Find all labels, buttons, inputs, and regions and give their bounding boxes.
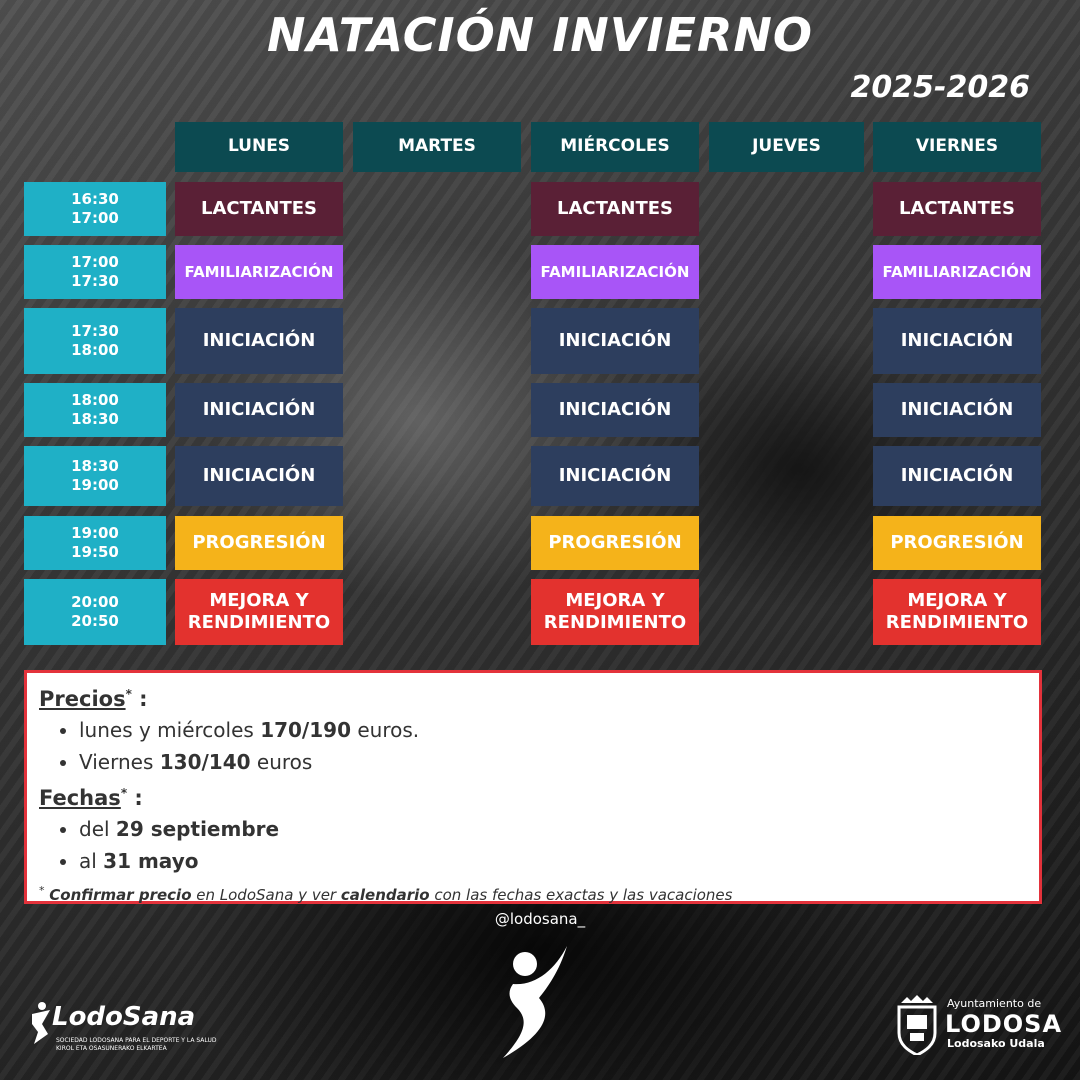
center-runner-logo	[495, 942, 575, 1062]
runner-icon	[28, 1000, 52, 1046]
date-text: al	[79, 849, 104, 873]
class-mejora-line2: RENDIMIENTO	[187, 612, 331, 633]
time-start: 18:00	[71, 391, 119, 410]
info-box	[24, 670, 1042, 904]
list-item	[79, 746, 1027, 778]
ayuntamiento-top: Ayuntamiento de	[947, 997, 1042, 1010]
time-start: 17:30	[71, 322, 119, 341]
time-slot	[24, 516, 166, 570]
time-end: 20:50	[71, 612, 119, 630]
time-end: 19:50	[71, 543, 119, 561]
class-iniciacion-viernes-2: INICIACIÓN	[873, 383, 1041, 437]
page-title: NATACIÓN INVIERNO	[267, 8, 813, 62]
time-end: 19:00	[71, 476, 119, 494]
price-value: 170/190	[260, 718, 351, 742]
colon: :	[139, 687, 148, 711]
time-start: 19:00	[71, 524, 119, 543]
class-lactantes-viernes: LACTANTES	[873, 182, 1041, 236]
day-header-miercoles: MIÉRCOLES	[531, 122, 699, 172]
time-slot	[24, 182, 166, 236]
class-iniciacion-viernes-1: INICIACIÓN	[873, 308, 1041, 374]
price-text: Viernes	[79, 750, 160, 774]
lodosana-logo-sub1: SOCIEDAD LODOSANA PARA EL DEPORTE Y LA SALUD	[56, 1037, 217, 1044]
class-mejora-line1: MEJORA Y	[565, 589, 665, 611]
coat-of-arms-icon	[895, 995, 939, 1055]
time-end: 18:30	[71, 410, 119, 428]
price-unit: euros	[250, 750, 313, 774]
social-handle[interactable]: @lodosana_	[494, 910, 586, 928]
class-progresion-lunes: PROGRESIÓN	[175, 516, 343, 570]
class-lactantes-miercoles: LACTANTES	[531, 182, 699, 236]
price-value: 130/140	[159, 750, 251, 774]
class-mejora-line1: MEJORA Y	[907, 589, 1007, 611]
footnote-bold: Confirmar precio	[49, 886, 192, 904]
list-item	[79, 714, 1027, 746]
asterisk: *	[125, 687, 132, 701]
class-mejora-lunes	[175, 579, 343, 645]
asterisk: *	[39, 884, 45, 897]
class-progresion-miercoles: PROGRESIÓN	[531, 516, 699, 570]
class-lactantes-lunes: LACTANTES	[175, 182, 343, 236]
time-slot	[24, 308, 166, 374]
day-header-lunes: LUNES	[175, 122, 343, 172]
lodosana-logo	[28, 1000, 217, 1060]
time-slot	[24, 579, 166, 645]
class-mejora-line1: MEJORA Y	[209, 589, 309, 611]
class-iniciacion-viernes-3: INICIACIÓN	[873, 446, 1041, 506]
prices-heading	[39, 679, 1027, 714]
price-unit: euros.	[351, 718, 420, 742]
class-iniciacion-lunes-1: INICIACIÓN	[175, 308, 343, 374]
time-slot	[24, 245, 166, 299]
prices-list	[39, 714, 1027, 778]
class-mejora-line2: RENDIMIENTO	[543, 612, 687, 633]
class-progresion-viernes: PROGRESIÓN	[873, 516, 1041, 570]
class-iniciacion-lunes-2: INICIACIÓN	[175, 383, 343, 437]
time-end: 17:00	[71, 209, 119, 227]
footnote	[39, 877, 1027, 909]
time-start: 16:30	[71, 190, 119, 209]
time-slot	[24, 383, 166, 437]
footnote-bold: calendario	[340, 886, 430, 904]
class-iniciacion-miercoles-3: INICIACIÓN	[531, 446, 699, 506]
class-iniciacion-miercoles-1: INICIACIÓN	[531, 308, 699, 374]
ayuntamiento-name: LODOSA	[945, 1010, 1063, 1038]
class-familiarizacion-viernes: FAMILIARIZACIÓN	[873, 245, 1041, 299]
class-mejora-viernes	[873, 579, 1041, 645]
dates-heading-label: Fechas	[39, 786, 121, 810]
date-value: 29 septiembre	[115, 817, 280, 841]
lodosana-logo-name: LodoSana	[52, 1002, 196, 1032]
colon: :	[134, 786, 143, 810]
date-value: 31 mayo	[103, 849, 199, 873]
class-mejora-line2: RENDIMIENTO	[885, 612, 1029, 633]
time-end: 17:30	[71, 272, 119, 290]
class-familiarizacion-miercoles: FAMILIARIZACIÓN	[531, 245, 699, 299]
asterisk: *	[120, 786, 128, 800]
ayuntamiento-bottom: Lodosako Udala	[947, 1037, 1045, 1050]
footnote-text: con las fechas exactas y las vacaciones	[429, 886, 733, 904]
class-mejora-miercoles	[531, 579, 699, 645]
time-start: 20:00	[71, 593, 119, 612]
ayuntamiento-logo	[895, 995, 1063, 1055]
lodosana-logo-subtitle	[56, 1037, 226, 1053]
day-header-jueves: JUEVES	[709, 122, 864, 172]
lodosana-logo-sub2: KIROL ETA OSASUNERAKO ELKARTEA	[56, 1045, 167, 1052]
list-item	[79, 813, 1027, 845]
season-label: 2025-2026	[850, 70, 1030, 105]
time-start: 17:00	[71, 253, 119, 272]
class-familiarizacion-lunes: FAMILIARIZACIÓN	[175, 245, 343, 299]
dates-heading	[39, 778, 1027, 813]
dates-list	[39, 813, 1027, 877]
time-end: 18:00	[71, 341, 119, 359]
class-iniciacion-lunes-3: INICIACIÓN	[175, 446, 343, 506]
footnote-text: en LodoSana y ver	[191, 886, 341, 904]
price-text: lunes y miércoles	[79, 718, 261, 742]
prices-heading-label: Precios	[39, 687, 126, 711]
time-start: 18:30	[71, 457, 119, 476]
class-iniciacion-miercoles-2: INICIACIÓN	[531, 383, 699, 437]
runner-icon	[495, 942, 575, 1062]
day-header-viernes: VIERNES	[873, 122, 1041, 172]
day-header-martes: MARTES	[353, 122, 521, 172]
list-item	[79, 845, 1027, 877]
date-text: del	[79, 817, 116, 841]
time-slot	[24, 446, 166, 506]
